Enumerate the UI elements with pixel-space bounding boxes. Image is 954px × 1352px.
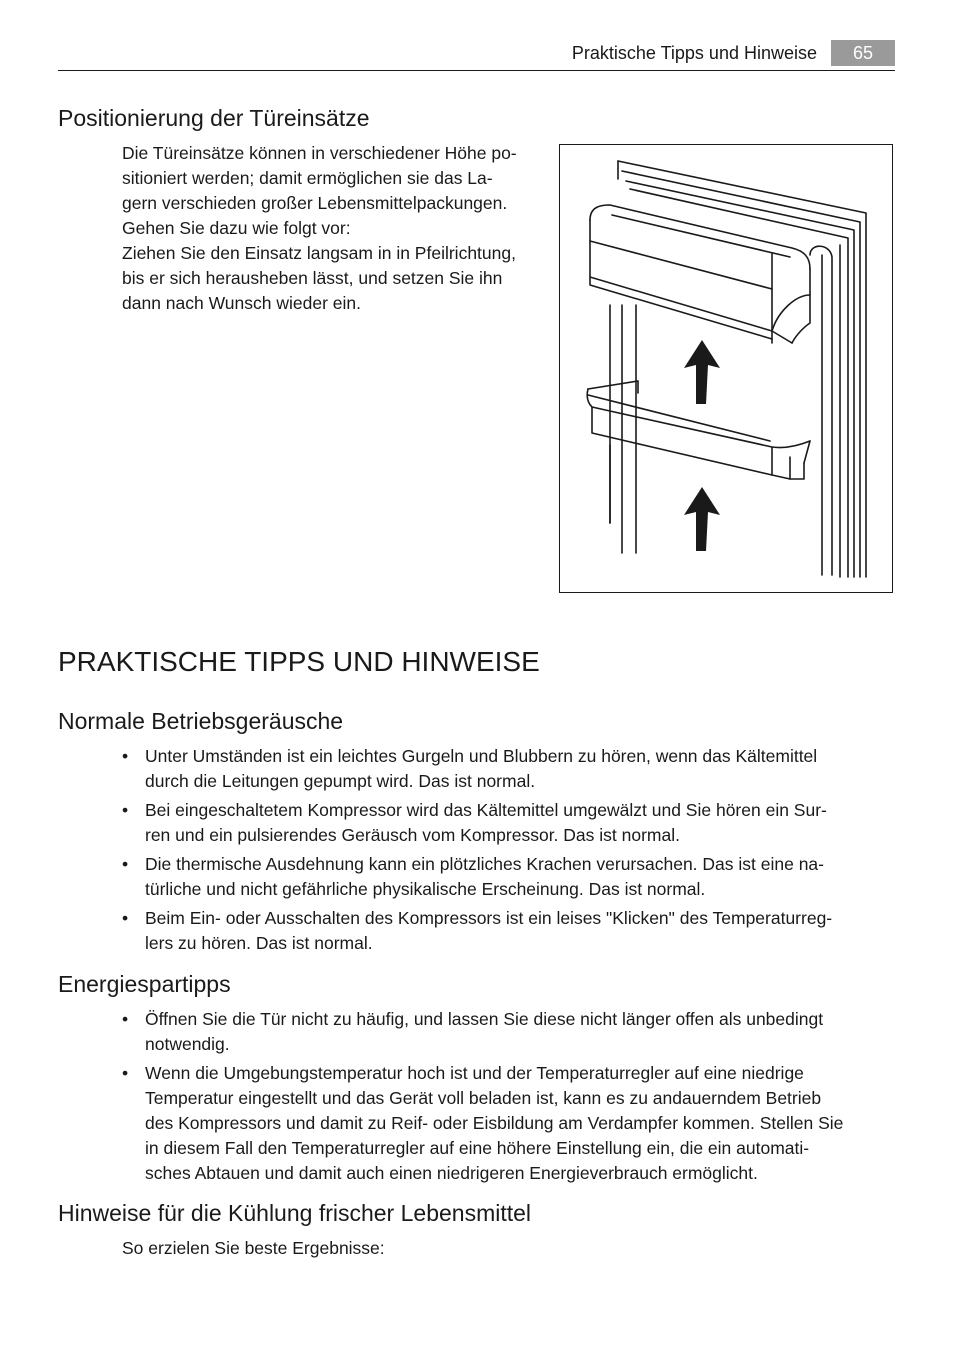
- door-inserts-text: [122, 141, 552, 316]
- text-line: So erzielen Sie beste Ergebnisse:: [122, 1238, 385, 1258]
- section-heading-fresh-food: Hinweise für die Kühlung frischer Lebensmittel: [58, 1200, 532, 1226]
- list-item: • Bei eingeschaltetem Kompressor wird das Kältemittel umgewälzt und Sie hören ein Sur- ren und ein pulsierendes Geräusch vom Kompressor. Das ist normal.: [122, 798, 902, 848]
- fresh-food-text: [122, 1236, 722, 1261]
- list-item: • Die thermische Ausdehnung kann ein plötzliches Krachen verursachen. Das ist eine na- türliche und nicht gefährliche physikalische Erscheinung. Das ist normal.: [122, 852, 902, 902]
- text-line: Ziehen Sie den Einsatz langsam in in Pfeilrichtung,: [122, 243, 516, 263]
- text-line: dann nach Wunsch wieder ein.: [122, 293, 361, 313]
- section-heading-door-inserts: Positionierung der Türeinsätze: [58, 105, 370, 131]
- page-title: PRAKTISCHE TIPPS UND HINWEISE: [58, 646, 540, 677]
- list-item: • Unter Umständen ist ein leichtes Gurgeln und Blubbern zu hören, wenn das Kältemittel durch die Leitungen gepumpt wird. Das ist normal.: [122, 744, 902, 794]
- arrow-up-icon: [682, 336, 722, 406]
- list-item: • Wenn die Umgebungstemperatur hoch ist und der Temperaturregler auf eine niedrige Temperatur eingestellt und das Gerät voll beladen ist, kann es zu andauerndem Betrieb des Kompressors und damit zu Reif- oder Eisbildung am Verdampfer kommen. Stellen Sie in diesem Fall den Temperaturregler auf eine höhere Einstellung ein, die ein automati- sches Abtauen und damit auch einen niedrigeren Energieverbrauch ermöglicht.: [122, 1061, 902, 1186]
- page-number: 65: [831, 40, 895, 66]
- energy-bullet-list: [122, 1007, 902, 1186]
- text-line: gern verschieden großer Lebensmittelpackungen.: [122, 193, 508, 213]
- text-line: Die Türeinsätze können in verschiedener Höhe po-: [122, 143, 517, 163]
- header-title: Praktische Tipps und Hinweise: [571, 43, 817, 63]
- text-line: Gehen Sie dazu wie folgt vor:: [122, 218, 351, 238]
- section-heading-noises: Normale Betriebsgeräusche: [58, 708, 344, 734]
- text-line: bis er sich herausheben lässt, und setzen Sie ihn: [122, 268, 503, 288]
- arrow-up-icon: [682, 483, 722, 553]
- noise-bullet-list: [122, 744, 902, 956]
- door-shelf-figure: [559, 144, 893, 593]
- list-item: • Öffnen Sie die Tür nicht zu häufig, und lassen Sie diese nicht länger offen als unbedingt notwendig.: [122, 1007, 902, 1057]
- page-header: [58, 40, 895, 71]
- section-heading-energy: Energiespartipps: [58, 971, 231, 997]
- list-item: • Beim Ein- oder Ausschalten des Kompressors ist ein leises "Klicken" des Temperaturreg- lers zu hören. Das ist normal.: [122, 906, 902, 956]
- text-line: sitioniert werden; damit ermöglichen sie das La-: [122, 168, 493, 188]
- door-shelf-illustration: [560, 145, 892, 592]
